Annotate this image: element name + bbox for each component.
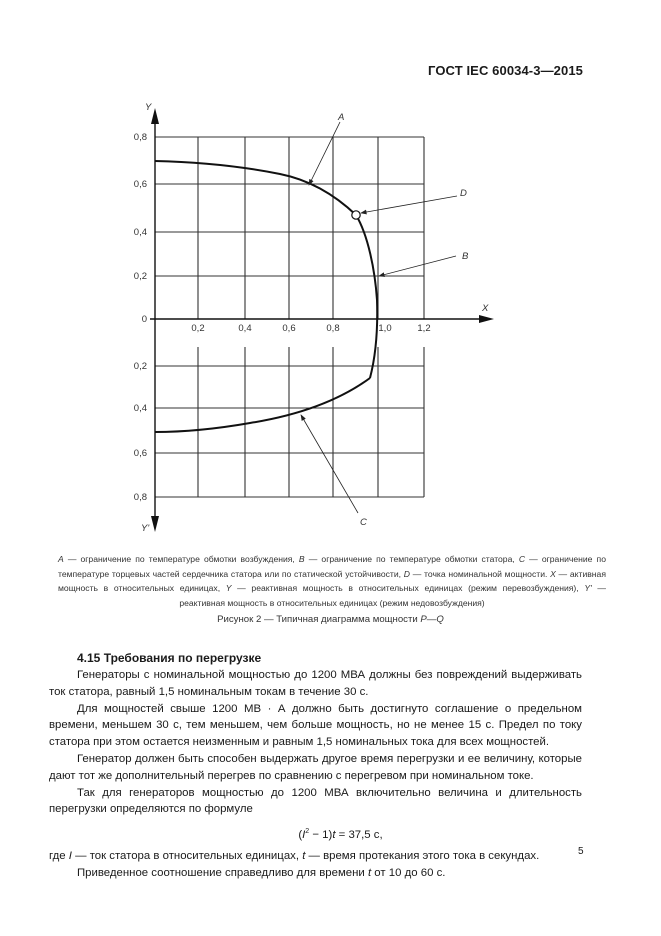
document-header: ГОСТ IEC 60034-3—2015	[428, 63, 583, 78]
svg-text:X: X	[482, 303, 489, 314]
tick-labels	[134, 132, 431, 503]
svg-text:B: B	[462, 251, 469, 262]
svg-text:0,6: 0,6	[133, 179, 147, 190]
svg-text:0,6: 0,6	[133, 448, 147, 459]
paragraph: Приведенное соотношение справедливо для времени t от 10 до 60 с.	[77, 866, 446, 879]
svg-text:C: C	[360, 517, 367, 528]
leader-lines	[301, 122, 457, 513]
svg-text:0,6: 0,6	[282, 323, 296, 334]
svg-text:0: 0	[141, 314, 147, 325]
svg-text:1,0: 1,0	[378, 323, 392, 334]
y-prime-axis-arrow-icon	[151, 516, 159, 532]
section-heading: 4.15 Требования по перегрузке	[77, 651, 262, 665]
svg-text:0,4: 0,4	[133, 227, 147, 238]
figure-caption: Рисунок 2 — Типичная диаграмма мощности P—Q	[217, 614, 444, 625]
y-axis-arrow-icon	[151, 108, 159, 124]
curve-c	[155, 378, 370, 432]
svg-text:0,4: 0,4	[238, 323, 252, 334]
formula-explanation: где I — ток статора в относительных единицах, t — время протекания этого тока в секундах.	[49, 849, 540, 862]
axes	[150, 112, 485, 520]
paragraph: Генераторы с номинальной мощностью до 1200 МВА должны без повреждений выдерживать ток статора, равный 1,5 номинальным токам в течение 30 с.	[49, 669, 582, 698]
paragraph: Так для генераторов мощностью до 1200 МВА включительно величина и длительность перегрузки определяются по формуле	[49, 786, 582, 816]
curve-b	[356, 215, 377, 378]
svg-text:0,2: 0,2	[191, 323, 205, 334]
svg-text:0,4: 0,4	[133, 403, 147, 414]
rated-power-point-d	[352, 211, 360, 219]
svg-text:0,8: 0,8	[326, 323, 340, 334]
svg-text:1,2: 1,2	[417, 323, 431, 334]
svg-text:0,2: 0,2	[133, 361, 147, 372]
curve-labels	[337, 112, 469, 528]
overload-formula: $(I^2 - 1)t = 37,5$ с,	[298, 828, 383, 841]
svg-text:0,8: 0,8	[133, 492, 147, 503]
grid	[155, 137, 424, 497]
svg-text:D: D	[460, 188, 467, 199]
svg-text:Y': Y'	[141, 523, 150, 534]
curve-a	[155, 161, 356, 215]
svg-text:0,8: 0,8	[133, 132, 147, 143]
section-body	[49, 667, 582, 881]
figure-legend: A — ограничение по температуре обмотки возбуждения, B — ограничение по температуре обмотки статора, C — ограничение по температуре торцевых частей сердечника статора или по статической устойчивости, D — точка номинальной мощности. X — активная мощность в относительных единицах, Y — реактивная мощность в относительных единицах (режим перевозбуждения), Y' — реактивная мощность в относительных единицах (режим недовозбуждения)	[58, 554, 606, 608]
paragraph: Генератор должен быть способен выдержать другое время перегрузки и ее величину, которые дают тот же дополнительный перегрев по сравнению с перегревом при номинальном токе.	[49, 752, 582, 782]
svg-text:0,2: 0,2	[133, 271, 147, 282]
page-number: 5	[578, 846, 584, 857]
svg-text:Y: Y	[145, 102, 152, 113]
axis-labels	[141, 102, 489, 534]
x-axis-arrow-icon	[479, 315, 494, 323]
svg-text:A: A	[338, 112, 345, 123]
paragraph: Для мощностей свыше 1200 МВ · А должно быть достигнуто соглашение о предельном времени, меньшем 30 с, тем меньшем, чем больше мощность, но не менее 15 с. Предел по току статора при этом остается неизменным и равным 1,5 номинальных тока для всех мощностей.	[49, 702, 582, 749]
